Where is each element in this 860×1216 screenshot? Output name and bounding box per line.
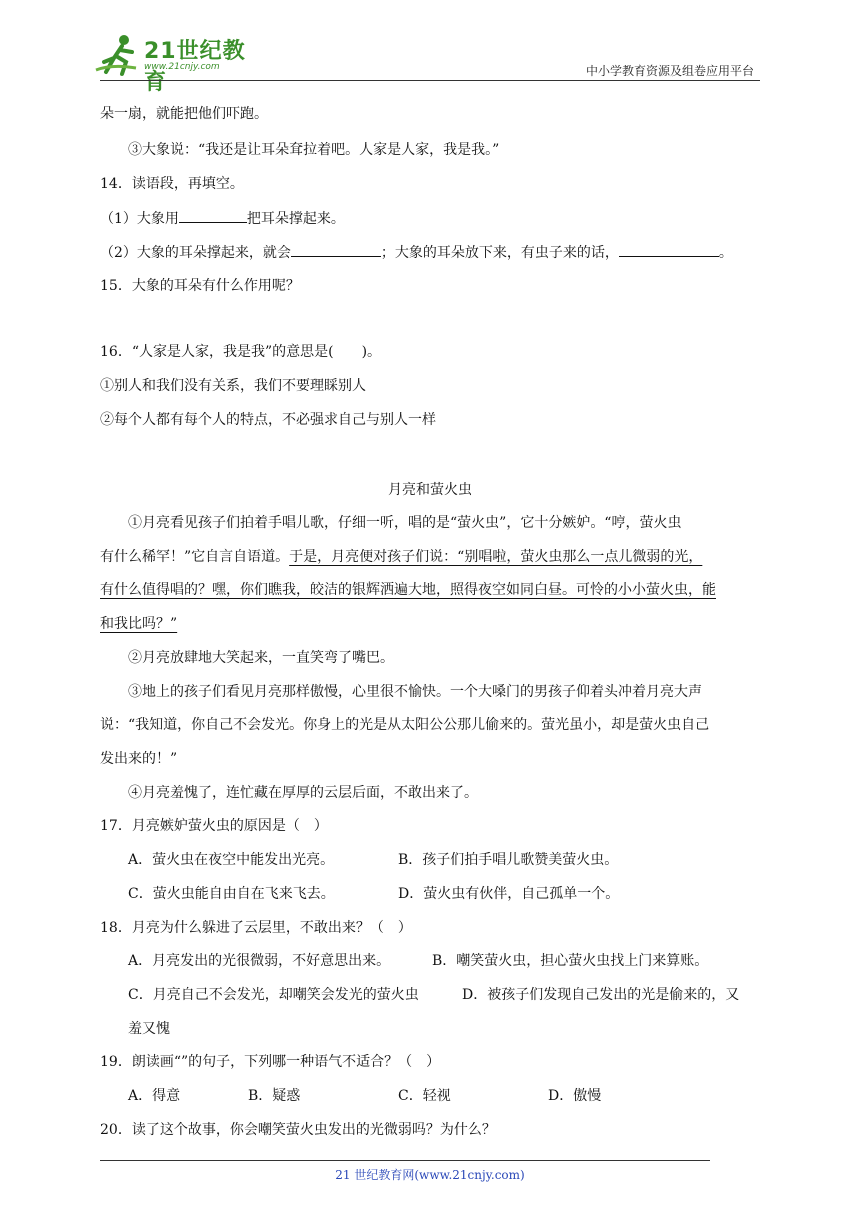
question-18-option-b[interactable]: B．嘲笑萤火虫，担心萤火虫找上门来算账。 bbox=[432, 953, 709, 969]
footer-divider bbox=[100, 1160, 710, 1161]
passage-line: 朵一扇，就能把他们吓跑。 bbox=[100, 106, 268, 122]
question-19-option-b[interactable]: B．疑惑 bbox=[248, 1088, 301, 1104]
question-17-option-d[interactable]: D．萤火虫有伙伴，自己孤单一个。 bbox=[398, 886, 620, 902]
underlined-sentence: 于是，月亮便对孩子们说：“别唱啦，萤火虫那么一点儿微弱的光， bbox=[289, 549, 703, 565]
question-16-stem: 16．“人家是人家，我是我”的意思是( )。 bbox=[100, 344, 382, 360]
question-17-option-c[interactable]: C．萤火虫能自由自在飞来飞去。 bbox=[128, 886, 335, 902]
fill-blank[interactable] bbox=[619, 242, 719, 257]
passage-paragraph: ②月亮放肆地大笑起来，一直笑弯了嘴巴。 bbox=[128, 650, 394, 666]
passage-paragraph: ④月亮羞愧了，连忙藏在厚厚的云层后面，不敢出来了。 bbox=[128, 785, 478, 801]
q14-part1-text-a: （1）大象用 bbox=[100, 211, 179, 227]
footer-text: 21 世纪教育网(www.21cnjy.com) bbox=[335, 1168, 525, 1182]
q14-part2-text-b: ；大象的耳朵放下来，有虫子来的话， bbox=[380, 245, 619, 261]
q14-part2-text-a: （2）大象的耳朵撑起来，就会 bbox=[100, 245, 291, 261]
logo-url: www.21cnjy.com bbox=[144, 62, 220, 72]
question-14-part2 bbox=[100, 242, 733, 263]
runner-logo-icon bbox=[92, 32, 144, 78]
question-19-option-d[interactable]: D．傲慢 bbox=[548, 1088, 602, 1104]
passage-paragraph: ③地上的孩子们看见月亮那样傲慢，心里很不愉快。一个大嗓门的男孩子仰着头冲着月亮大声 bbox=[128, 684, 702, 700]
passage-title: 月亮和萤火虫 bbox=[388, 482, 472, 498]
fill-blank[interactable] bbox=[291, 242, 381, 257]
underlined-sentence: 和我比吗？” bbox=[100, 616, 178, 632]
passage-paragraph: ①月亮看见孩子们拍着手唱儿歌，仔细一听，唱的是“萤火虫”，它十分嫉妒。“哼，萤火虫 bbox=[128, 515, 682, 531]
passage-text: 有什么稀罕！”它自言自语道。 bbox=[100, 549, 290, 565]
question-17-option-b[interactable]: B．孩子们拍手唱儿歌赞美萤火虫。 bbox=[398, 852, 619, 868]
page-header bbox=[0, 0, 860, 95]
question-18-stem: 18．月亮为什么躲进了云层里，不敢出来？（ ） bbox=[100, 920, 412, 936]
question-17-stem: 17．月亮嫉妒萤火虫的原因是（ ） bbox=[100, 818, 328, 834]
question-18-option-c[interactable]: C．月亮自己不会发光，却嘲笑会发光的萤火虫 bbox=[128, 987, 419, 1003]
question-18-option-d[interactable]: D．被孩子们发现自己发出的光是偷来的，又 bbox=[462, 987, 740, 1003]
question-14-stem: 14．读语段，再填空。 bbox=[100, 176, 244, 192]
underlined-sentence: 有什么值得唱的？嘿，你们瞧我，皎洁的银辉洒遍大地，照得夜空如同白昼。可怜的小小萤火虫，能 bbox=[100, 582, 716, 598]
question-19-stem: 19．朗读画“”的句子，下列哪一种语气不适合？（ ） bbox=[100, 1054, 441, 1070]
passage-line bbox=[100, 547, 702, 567]
question-19-option-c[interactable]: C．轻视 bbox=[398, 1088, 451, 1104]
question-16-option-1: ①别人和我们没有关系，我们不要理睬别人 bbox=[100, 378, 366, 394]
question-14-part1 bbox=[100, 208, 345, 229]
passage-paragraph: ③大象说：“我还是让耳朵耷拉着吧。人家是人家，我是我。” bbox=[128, 142, 500, 158]
site-logo bbox=[92, 32, 262, 95]
question-16-option-2: ②每个人都有每个人的特点，不必强求自己与别人一样 bbox=[100, 412, 436, 428]
platform-name: 中小学教育资源及组卷应用平台 bbox=[585, 64, 754, 78]
passage-line: 发出来的！” bbox=[100, 751, 178, 767]
passage-line: 说：“我知道，你自己不会发光。你身上的光是从太阳公公那儿偷来的。萤光虽小，却是萤火虫自己 bbox=[100, 717, 710, 733]
question-17-option-a[interactable]: A．萤火虫在夜空中能发出光亮。 bbox=[128, 852, 335, 868]
q14-part2-text-c: 。 bbox=[718, 245, 733, 261]
question-18-option-a[interactable]: A．月亮发出的光很微弱，不好意思出来。 bbox=[128, 953, 391, 969]
logo-text: 21世纪教育 bbox=[144, 39, 246, 95]
question-18-option-d-continued: 羞又愧 bbox=[128, 1021, 170, 1037]
q14-part1-text-b: 把耳朵撑起来。 bbox=[246, 211, 345, 227]
question-15-stem: 15．大象的耳朵有什么作用呢？ bbox=[100, 278, 300, 294]
question-19-option-a[interactable]: A．得意 bbox=[128, 1088, 181, 1104]
fill-blank[interactable] bbox=[179, 208, 247, 223]
question-20-stem: 20．读了这个故事，你会嘲笑萤火虫发出的光微弱吗？为什么？ bbox=[100, 1122, 496, 1138]
header-divider bbox=[100, 80, 760, 81]
